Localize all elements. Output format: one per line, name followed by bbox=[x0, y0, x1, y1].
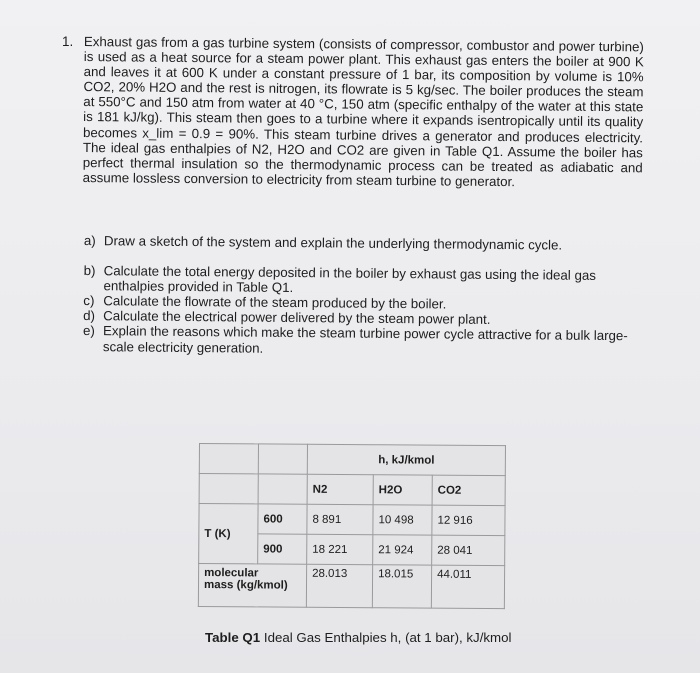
part-text: Calculate the flowrate of the steam produced by the boiler. bbox=[103, 293, 447, 312]
part-e bbox=[83, 323, 653, 359]
part-label: c) bbox=[83, 293, 95, 309]
caption-text: Ideal Gas Enthalpies h, (at 1 bar), kJ/kmol bbox=[263, 630, 512, 645]
enthalpy-cell: 12 916 bbox=[432, 505, 505, 536]
molar-mass-label-line1: molecular bbox=[204, 567, 259, 580]
enthalpy-cell: 18 221 bbox=[307, 534, 373, 564]
molar-mass-cell: 28.013 bbox=[306, 564, 372, 607]
part-text: Draw a sketch of the system and explain the underlying thermodynamic cycle. bbox=[103, 233, 563, 253]
part-label: e) bbox=[82, 323, 95, 339]
temperature-value: 600 bbox=[258, 504, 307, 534]
question-parts bbox=[83, 233, 654, 359]
part-text: Calculate the total energy deposited in the boiler by exhaust gas using the ideal gas enthalpies provided in Table Q1. bbox=[103, 263, 596, 296]
caption-label: Table Q1 bbox=[205, 630, 261, 645]
table-row bbox=[198, 564, 504, 609]
enthalpy-cell: 8 891 bbox=[307, 504, 373, 534]
table-header: h, kJ/kmol bbox=[307, 444, 505, 475]
temperature-value: 900 bbox=[258, 534, 307, 564]
part-label: b) bbox=[83, 263, 96, 279]
table-empty-cell bbox=[199, 474, 258, 504]
enthalpy-cell: 10 498 bbox=[373, 505, 432, 535]
enthalpy-cell: 28 041 bbox=[432, 535, 505, 566]
molar-mass-cell: 44.011 bbox=[431, 565, 504, 609]
intro-paragraph: Exhaust gas from a gas turbine system (consists of compressor, combustor and power turbine) is used as a heat source for a steam power plant. This exhaust gas enters the boiler at 900 K and leaves it at 600 K under a constant pressure of 1 bar, its composition by volume is 10% CO2, 20% H2O and the rest is nitrogen, its flowrate is 5 kg/sec. The boiler produces the steam at 550°C and 150 atm from water at 40 °C, 150 atm (specific enthalpy of the water at this state is 181 kJ/kg). This steam then goes to a turbine where it expands isentropically until its quality becomes x_lim = 0.9 = 90%. This steam turbine drives a generator and produces electricity. The ideal gas enthalpies of N2, H2O and CO2 are given in Table Q1. Assume the boiler has perfect thermal insulation so the thermodynamic process can be treated as adiabatic and assume lossless conversion to electricity from steam turbine to generator. bbox=[82, 34, 644, 189]
species-h2o: H2O bbox=[373, 475, 432, 505]
part-a bbox=[84, 233, 654, 254]
enthalpy-table bbox=[198, 443, 506, 609]
molar-mass-cell: 18.015 bbox=[372, 565, 431, 608]
table-empty-cell bbox=[199, 444, 258, 474]
part-label: d) bbox=[83, 308, 96, 324]
table-caption bbox=[205, 630, 511, 645]
molar-mass-label bbox=[198, 564, 306, 608]
question-number: 1. bbox=[62, 34, 74, 49]
part-text: Explain the reasons which make the steam turbine power cycle attractive for a bulk large-scale electricity generation. bbox=[102, 323, 628, 356]
part-label: a) bbox=[83, 233, 96, 249]
species-co2: CO2 bbox=[432, 475, 505, 506]
table-empty-cell bbox=[258, 474, 307, 504]
enthalpy-cell: 21 924 bbox=[373, 535, 432, 565]
molar-mass-label-line2: mass (kg/kmol) bbox=[203, 579, 288, 592]
temperature-label: T (K) bbox=[199, 504, 258, 564]
part-text: Calculate the electrical power delivered by the steam power plant. bbox=[103, 308, 491, 328]
table-row bbox=[199, 504, 505, 536]
species-n2: N2 bbox=[307, 474, 373, 504]
table-empty-cell bbox=[258, 444, 307, 474]
